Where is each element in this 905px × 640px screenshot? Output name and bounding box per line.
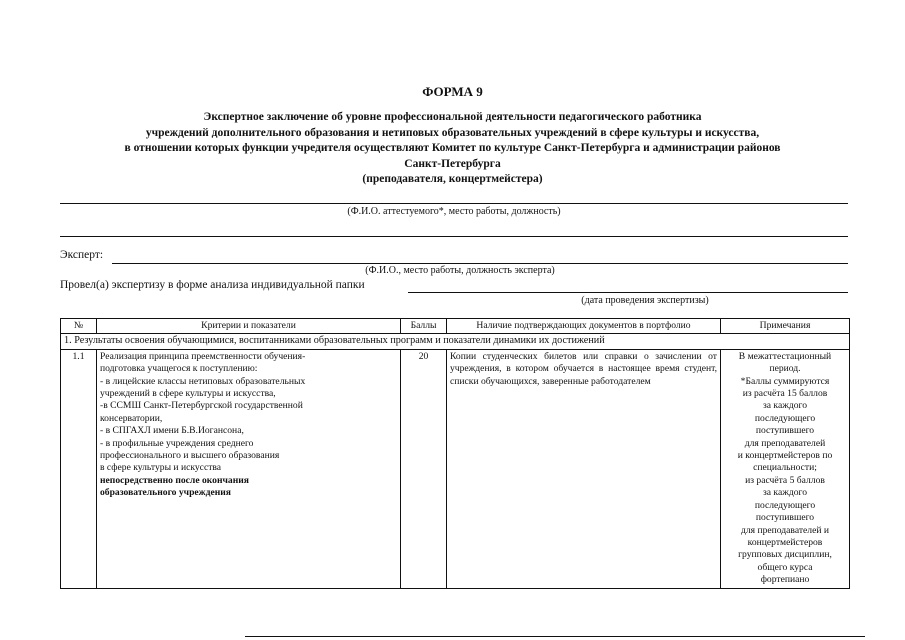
attestee-line xyxy=(60,203,848,204)
criteria-line: в сфере культуры и искусства xyxy=(100,462,222,474)
notes-line: последующего xyxy=(754,499,816,511)
notes-line: из расчёта 5 баллов xyxy=(745,474,825,486)
criteria-line: консерватории, xyxy=(100,412,163,424)
criteria-text xyxy=(100,351,397,475)
notes-line: период. xyxy=(769,363,801,375)
criteria-bold-line: образовательного учреждения xyxy=(100,487,231,499)
attestee-caption: (Ф.И.О. аттестуемого*, место работы, должность) xyxy=(347,206,561,217)
table-row xyxy=(61,349,850,588)
row-score: 20 xyxy=(401,349,447,588)
criteria-line: -в ССМШ Санкт-Петербургской государственной xyxy=(100,400,303,412)
header-docs: Наличие подтверждающих документов в портфолио xyxy=(447,319,721,334)
row-notes xyxy=(721,349,850,588)
notes-line: последующего xyxy=(754,412,816,424)
notes-line: *Баллы суммируются xyxy=(740,375,830,387)
section-title: 1. Результаты освоения обучающимися, воспитанниками образовательных программ и показатели динамики их достижений xyxy=(61,334,850,349)
criteria-line: - в лицейские классы нетиповых образовательных xyxy=(100,375,306,387)
header-num: № xyxy=(61,319,97,334)
heading-line-5: (преподавателя, концертмейстера) xyxy=(362,173,543,185)
notes-line: из расчёта 15 баллов xyxy=(742,388,828,400)
notes-line: фортепиано xyxy=(760,574,810,586)
notes-line: за каждого xyxy=(762,400,808,412)
heading-line-3: в отношении которых функции учредителя осуществляют Комитет по культуре Санкт-Петербурга и администрации районов xyxy=(124,142,781,154)
attestee-line-2 xyxy=(60,236,848,237)
document-heading xyxy=(40,110,865,188)
notes-text xyxy=(724,351,846,587)
row-num: 1.1 xyxy=(61,349,97,588)
table-header-row xyxy=(61,319,850,334)
header-notes: Примечания xyxy=(721,319,850,334)
criteria-line: Реализация принципа преемственности обучения- xyxy=(100,350,306,362)
conducted-label: Провел(а) экспертизу в форме анализа индивидуальной папки xyxy=(60,279,365,291)
notes-line: и концертмейстеров по xyxy=(737,450,833,462)
notes-line: для преподавателей xyxy=(744,437,826,449)
row-criteria xyxy=(97,349,401,588)
notes-line: концертмейстеров xyxy=(747,536,823,548)
date-line[interactable] xyxy=(408,292,848,293)
criteria-bold-text xyxy=(100,475,397,500)
heading-line-4: Санкт-Петербурга xyxy=(404,157,501,170)
notes-line: за каждого xyxy=(762,487,808,499)
notes-line: общего курса xyxy=(757,561,813,573)
notes-line: поступившего xyxy=(755,425,815,437)
date-caption: (дата проведения экспертизы) xyxy=(581,295,709,306)
criteria-line: подготовка учащегося к поступлению: xyxy=(100,363,258,375)
criteria-bold-line: непосредственно после окончания xyxy=(100,474,249,486)
notes-line: В межаттестационный xyxy=(738,350,832,362)
bottom-line xyxy=(245,636,865,637)
notes-line: специальности; xyxy=(753,462,817,474)
header-score: Баллы xyxy=(401,319,447,334)
notes-line: групповых дисциплин, xyxy=(738,549,832,561)
heading-line-1: Экспертное заключение об уровне профессиональной деятельности педагогического работника xyxy=(203,111,702,123)
criteria-line: - в профильные учреждения среднего xyxy=(100,437,254,449)
section-row xyxy=(61,334,850,349)
evaluation-table xyxy=(60,318,850,589)
notes-line: поступившего xyxy=(755,512,815,524)
criteria-line: профессионального и высшего образования xyxy=(100,450,280,462)
criteria-line: учреждений в сфере культуры и искусства, xyxy=(100,388,276,400)
header-criteria: Критерии и показатели xyxy=(97,319,401,334)
expert-label: Эксперт: xyxy=(60,249,104,261)
form-title: ФОРМА 9 xyxy=(422,84,483,99)
criteria-line: - в СПГАХЛ имени Б.В.Иогансона, xyxy=(100,425,244,437)
notes-line: для преподавателей и xyxy=(740,524,830,536)
row-docs: Копии студенческих билетов или справки о зачислении от учреждения, в котором обучается в настоящее время студент, списки обучающихся, заверенные работодателем xyxy=(447,349,721,588)
heading-line-2: учреждений дополнительного образования и нетиповых образовательных учреждений в сфере культуры и искусства, xyxy=(145,126,760,139)
expert-line[interactable] xyxy=(112,263,848,264)
expert-caption: (Ф.И.О., место работы, должность эксперта) xyxy=(365,265,555,276)
